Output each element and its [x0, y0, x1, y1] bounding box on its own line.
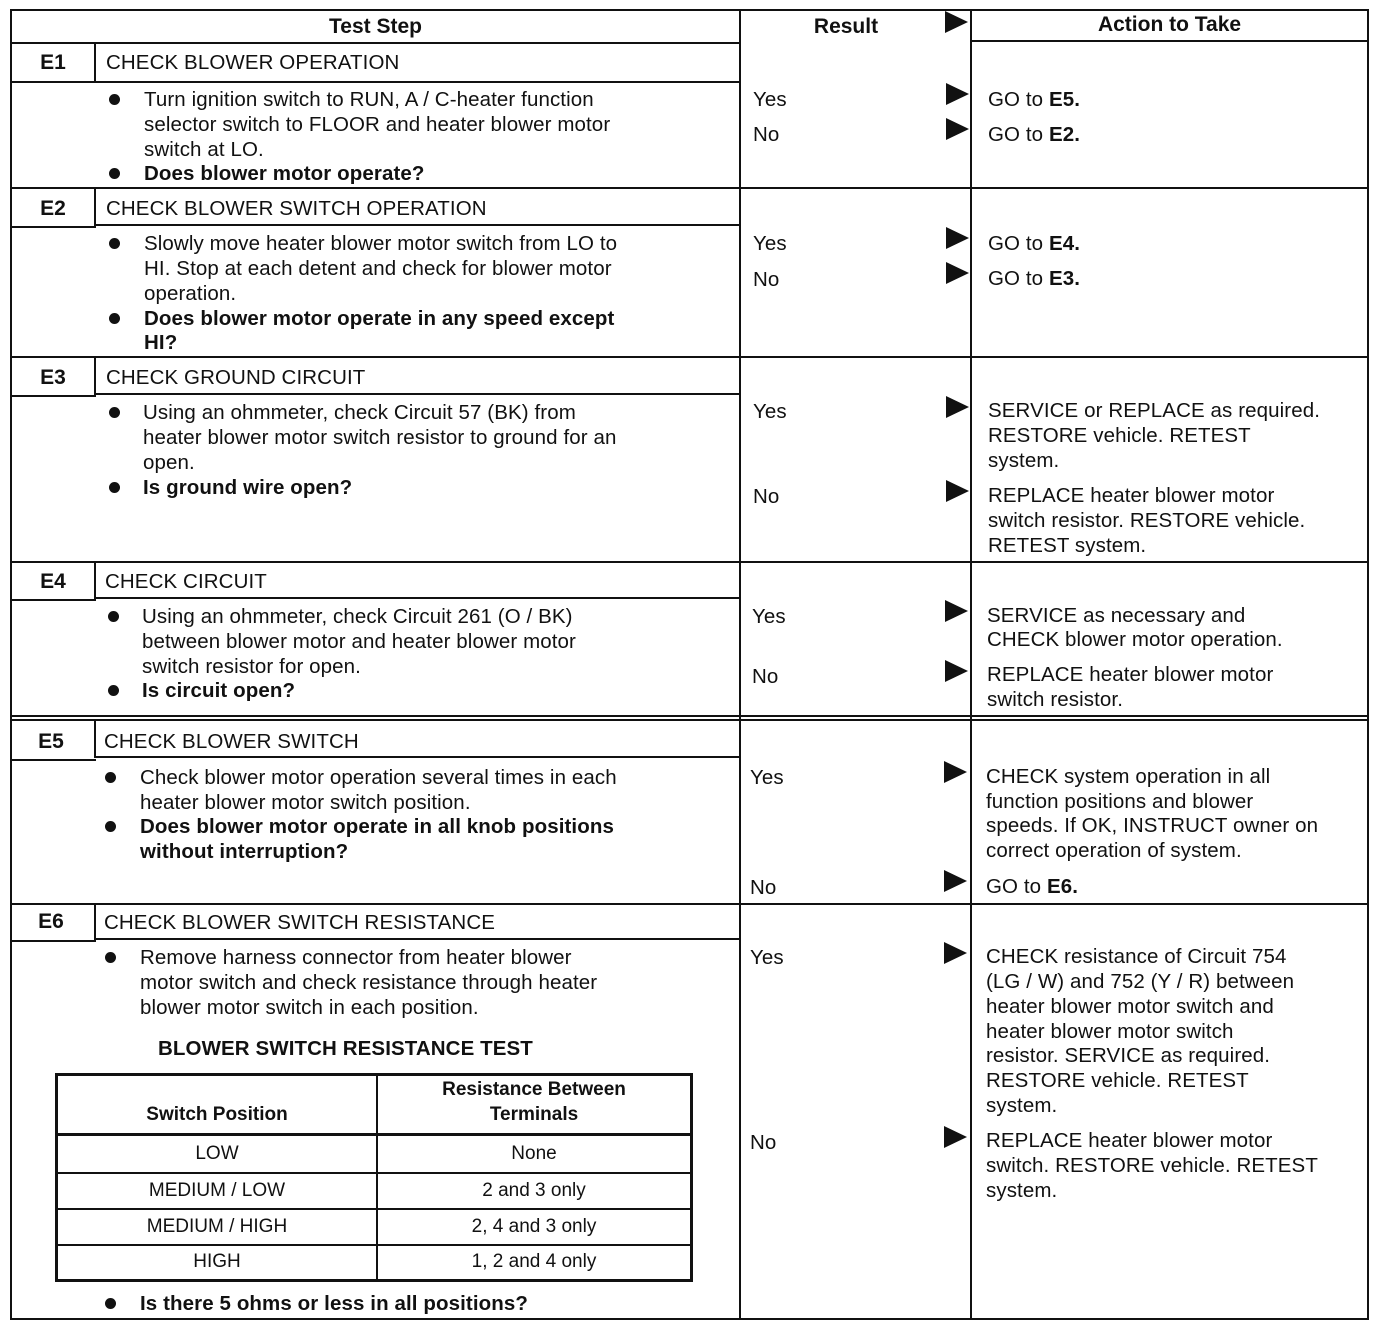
action-text: heater blower motor switch and	[986, 995, 1274, 1018]
step-title: CHECK BLOWER OPERATION	[106, 51, 400, 74]
step-text: Check blower motor operation several times in each	[140, 766, 617, 789]
bullet-icon	[109, 168, 120, 179]
step-id: E1	[40, 51, 66, 74]
action-text: system.	[988, 449, 1060, 472]
step-title: CHECK GROUND CIRCUIT	[106, 366, 366, 389]
step-text: heater blower motor switch resistor to ground for an	[143, 426, 617, 449]
table-cell: MEDIUM / HIGH	[57, 1209, 378, 1245]
step-question: Does blower motor operate?	[144, 162, 425, 185]
bullet-icon	[108, 685, 119, 696]
action-text: switch. RESTORE vehicle. RETEST	[986, 1154, 1318, 1177]
table-cell: MEDIUM / LOW	[57, 1173, 378, 1209]
result-label: Yes	[753, 400, 787, 423]
step-text: Using an ohmmeter, check Circuit 57 (BK) from	[143, 401, 576, 424]
step-text: between blower motor and heater blower motor	[142, 630, 576, 653]
step-text: switch resistor for open.	[142, 655, 361, 678]
table-row	[57, 1245, 692, 1281]
action-text: GO to E5.	[988, 88, 1081, 111]
step-id: E2	[40, 197, 66, 220]
step-question: without interruption?	[140, 840, 349, 863]
action-text: RESTORE vehicle. RETEST	[986, 1069, 1249, 1092]
bullet-icon	[109, 482, 120, 493]
action-text: system.	[986, 1094, 1058, 1117]
table-cell: 1, 2 and 4 only	[377, 1245, 692, 1281]
step-title: CHECK CIRCUIT	[105, 570, 267, 593]
step-text: switch at LO.	[144, 138, 264, 161]
step-id: E6	[38, 910, 64, 933]
arrow-icon	[946, 83, 969, 105]
step-title: CHECK BLOWER SWITCH	[104, 730, 359, 753]
step-question: Does blower motor operate in any speed except	[144, 307, 615, 330]
bullet-icon	[105, 821, 116, 832]
bullet-icon	[109, 238, 120, 249]
step-question: HI?	[144, 331, 178, 354]
result-label: Yes	[750, 946, 784, 969]
arrow-icon	[944, 942, 967, 964]
action-text: GO to E3.	[988, 267, 1081, 290]
step-id: E3	[40, 366, 66, 389]
bullet-icon	[105, 1298, 116, 1309]
table-row	[57, 1135, 692, 1173]
header-test-step: Test Step	[329, 15, 422, 38]
step-text: heater blower motor switch position.	[140, 791, 471, 814]
action-text: CHECK resistance of Circuit 754	[986, 945, 1287, 968]
action-text: speeds. If OK, INSTRUCT owner on	[986, 814, 1319, 837]
bullet-icon	[109, 313, 120, 324]
action-text: GO to E2.	[988, 123, 1081, 146]
bullet-icon	[109, 94, 120, 105]
table-cell: 2 and 3 only	[377, 1173, 692, 1209]
table-cell: LOW	[57, 1135, 378, 1173]
bullet-icon	[105, 772, 116, 783]
action-text: REPLACE heater blower motor	[987, 663, 1274, 686]
header-action: Action to Take	[1097, 13, 1242, 36]
action-text: CHECK system operation in all	[986, 765, 1271, 788]
table-cell: None	[377, 1135, 692, 1173]
step-title: CHECK BLOWER SWITCH OPERATION	[106, 197, 487, 220]
step-text: operation.	[144, 282, 237, 305]
action-text: (LG / W) and 752 (Y / R) between	[986, 970, 1295, 993]
step-text: Using an ohmmeter, check Circuit 261 (O / BK)	[142, 605, 573, 628]
arrow-icon	[946, 118, 969, 140]
step-question: Does blower motor operate in all knob positions	[140, 815, 614, 838]
action-text: SERVICE as necessary and	[987, 604, 1246, 627]
resistance-test-title: BLOWER SWITCH RESISTANCE TEST	[158, 1037, 533, 1060]
header-result: Result	[813, 15, 879, 38]
result-label: No	[753, 123, 780, 146]
bullet-icon	[105, 952, 116, 963]
result-label: No	[753, 268, 780, 291]
result-label: No	[750, 1131, 777, 1154]
step-text: Turn ignition switch to RUN, A / C-heater function	[144, 88, 594, 111]
bullet-icon	[108, 611, 119, 622]
step-title: CHECK BLOWER SWITCH RESISTANCE	[104, 911, 496, 934]
arrow-icon	[944, 1126, 967, 1148]
arrow-icon	[944, 870, 967, 892]
action-text: switch resistor. RESTORE vehicle.	[988, 509, 1306, 532]
step-text: blower motor switch in each position.	[140, 996, 479, 1019]
action-text: REPLACE heater blower motor	[988, 484, 1275, 507]
step-text: motor switch and check resistance through heater	[140, 971, 598, 994]
action-text: GO to E4.	[988, 232, 1081, 255]
arrow-icon	[946, 480, 969, 502]
header-arrow-icon	[945, 11, 968, 33]
result-label: No	[753, 485, 780, 508]
action-text: RESTORE vehicle. RETEST	[988, 424, 1251, 447]
step-question: Is circuit open?	[142, 679, 296, 702]
action-text: SERVICE or REPLACE as required.	[988, 399, 1321, 422]
step-text: Remove harness connector from heater blower	[140, 946, 572, 969]
result-label: No	[752, 665, 779, 688]
table-header: Switch Position	[57, 1075, 378, 1135]
action-text: REPLACE heater blower motor	[986, 1129, 1273, 1152]
arrow-icon	[944, 761, 967, 783]
table-header: Resistance Between Terminals	[377, 1075, 692, 1135]
action-text: correct operation of system.	[986, 839, 1242, 862]
action-text: system.	[986, 1179, 1058, 1202]
arrow-icon	[946, 227, 969, 249]
result-label: Yes	[752, 605, 786, 628]
action-text: switch resistor.	[987, 688, 1124, 711]
arrow-icon	[945, 600, 968, 622]
action-text: function positions and blower	[986, 790, 1254, 813]
step-text: HI. Stop at each detent and check for blower motor	[144, 257, 612, 280]
step-text: open.	[143, 451, 195, 474]
table-cell: 2, 4 and 3 only	[377, 1209, 692, 1245]
step-text: Slowly move heater blower motor switch from LO to	[144, 232, 618, 255]
action-text: CHECK blower motor operation.	[987, 628, 1283, 651]
result-label: No	[750, 876, 777, 899]
result-label: Yes	[753, 232, 787, 255]
step-question: Is ground wire open?	[143, 476, 353, 499]
action-text: resistor. SERVICE as required.	[986, 1044, 1271, 1067]
step-text: selector switch to FLOOR and heater blower motor	[144, 113, 611, 136]
step-id: E4	[40, 570, 66, 593]
result-label: Yes	[750, 766, 784, 789]
arrow-icon	[945, 660, 968, 682]
action-text: RETEST system.	[988, 534, 1147, 557]
resistance-table	[55, 1073, 693, 1282]
result-label: Yes	[753, 88, 787, 111]
action-text: GO to E6.	[986, 875, 1079, 898]
table-cell: HIGH	[57, 1245, 378, 1281]
table-row	[57, 1209, 692, 1245]
table-row	[57, 1173, 692, 1209]
arrow-icon	[946, 262, 969, 284]
arrow-icon	[946, 396, 969, 418]
step-id: E5	[38, 730, 64, 753]
action-text: heater blower motor switch	[986, 1020, 1234, 1043]
step-question: Is there 5 ohms or less in all positions?	[140, 1292, 529, 1315]
bullet-icon	[109, 407, 120, 418]
